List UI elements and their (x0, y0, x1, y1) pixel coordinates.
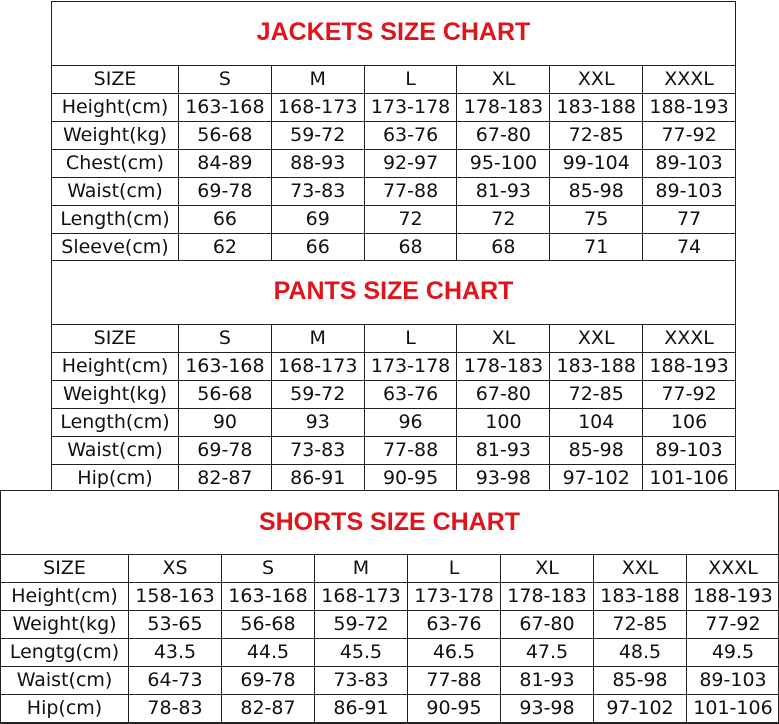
size-header-cell: SIZE (52, 325, 179, 353)
measurement-value: 158-163 (129, 583, 222, 611)
jackets-size-chart (51, 1, 736, 261)
measurement-value: 173-178 (364, 94, 457, 122)
measurement-value: 93 (271, 409, 364, 437)
shorts-header-row (1, 555, 779, 583)
measurement-label: Height(cm) (52, 94, 179, 122)
measurement-value: 46.5 (408, 639, 501, 667)
pants-chart-title: PANTS SIZE CHART (273, 277, 514, 305)
measurement-value: 63-76 (364, 122, 457, 150)
measurement-value: 72-85 (550, 381, 643, 409)
size-column-header: S (222, 555, 315, 583)
measurement-value: 77 (643, 206, 736, 234)
measurement-value: 69-78 (179, 437, 272, 465)
size-header-cell: SIZE (1, 555, 129, 583)
measurement-value: 47.5 (501, 639, 594, 667)
measurement-value: 53-65 (129, 611, 222, 639)
measurement-label: Hip(cm) (52, 465, 179, 493)
measurement-value: 163-168 (179, 94, 272, 122)
measurement-value: 178-183 (457, 353, 550, 381)
measurement-value: 168-173 (315, 583, 408, 611)
measurement-value: 85-98 (550, 437, 643, 465)
measurement-label: Waist(cm) (52, 437, 179, 465)
size-column-header: S (179, 325, 272, 353)
size-column-header: XL (457, 325, 550, 353)
measurement-value: 97-102 (550, 465, 643, 493)
measurement-value: 48.5 (594, 639, 687, 667)
measurement-value: 106 (643, 409, 736, 437)
measurement-value: 59-72 (271, 122, 364, 150)
table-row (52, 465, 736, 493)
measurement-value: 173-178 (364, 353, 457, 381)
table-row (52, 122, 736, 150)
table-row (52, 437, 736, 465)
measurement-value: 93-98 (457, 465, 550, 493)
measurement-value: 63-76 (408, 611, 501, 639)
measurement-value: 66 (271, 234, 364, 262)
shorts-size-chart (0, 490, 779, 724)
measurement-value: 101-106 (643, 465, 736, 493)
measurement-value: 89-103 (643, 178, 736, 206)
measurement-value: 85-98 (594, 667, 687, 695)
table-row (1, 639, 779, 667)
measurement-value: 183-188 (550, 353, 643, 381)
measurement-label: Weight(kg) (52, 381, 179, 409)
measurement-value: 72-85 (550, 122, 643, 150)
measurement-value: 188-193 (687, 583, 779, 611)
measurement-value: 69-78 (222, 667, 315, 695)
measurement-value: 100 (457, 409, 550, 437)
measurement-value: 90 (179, 409, 272, 437)
measurement-value: 81-93 (501, 667, 594, 695)
size-column-header: M (315, 555, 408, 583)
pants-header-row (52, 325, 736, 353)
measurement-value: 59-72 (271, 381, 364, 409)
measurement-value: 86-91 (271, 465, 364, 493)
measurement-label: Weight(kg) (1, 611, 129, 639)
measurement-value: 71 (550, 234, 643, 262)
measurement-label: Waist(cm) (1, 667, 129, 695)
measurement-value: 43.5 (129, 639, 222, 667)
size-column-header: M (271, 66, 364, 94)
measurement-value: 69-78 (179, 178, 272, 206)
table-row (52, 94, 736, 122)
measurement-value: 73-83 (271, 437, 364, 465)
shorts-chart-title: SHORTS SIZE CHART (258, 508, 521, 536)
size-column-header: XXL (550, 66, 643, 94)
measurement-label: Hip(cm) (1, 695, 129, 723)
table-row (1, 667, 779, 695)
measurement-value: 183-188 (550, 94, 643, 122)
table-row (1, 611, 779, 639)
size-column-header: S (179, 66, 272, 94)
table-row (52, 206, 736, 234)
measurement-value: 72-85 (594, 611, 687, 639)
measurement-value: 77-88 (364, 178, 457, 206)
measurement-value: 77-88 (364, 437, 457, 465)
size-column-header: XS (129, 555, 222, 583)
size-column-header: L (408, 555, 501, 583)
measurement-value: 72 (364, 206, 457, 234)
shorts-size-table (0, 554, 779, 723)
measurement-value: 81-93 (457, 178, 550, 206)
measurement-value: 66 (179, 206, 272, 234)
size-column-header: L (364, 325, 457, 353)
measurement-value: 72 (457, 206, 550, 234)
measurement-value: 59-72 (315, 611, 408, 639)
measurement-value: 56-68 (179, 381, 272, 409)
measurement-value: 78-83 (129, 695, 222, 723)
measurement-label: Chest(cm) (52, 150, 179, 178)
measurement-value: 178-183 (457, 94, 550, 122)
measurement-label: Lengtg(cm) (1, 639, 129, 667)
table-row (52, 381, 736, 409)
measurement-value: 68 (457, 234, 550, 262)
pants-size-chart (51, 260, 736, 492)
measurement-value: 163-168 (222, 583, 315, 611)
size-column-header: XL (501, 555, 594, 583)
measurement-value: 67-80 (501, 611, 594, 639)
measurement-value: 82-87 (222, 695, 315, 723)
measurement-value: 75 (550, 206, 643, 234)
measurement-value: 188-193 (643, 94, 736, 122)
pants-size-table (51, 324, 736, 493)
measurement-value: 56-68 (179, 122, 272, 150)
measurement-value: 183-188 (594, 583, 687, 611)
measurement-value: 73-83 (315, 667, 408, 695)
measurement-value: 44.5 (222, 639, 315, 667)
measurement-value: 84-89 (179, 150, 272, 178)
table-row (52, 178, 736, 206)
size-column-header: XXXL (643, 66, 736, 94)
measurement-value: 89-103 (643, 437, 736, 465)
table-row (52, 353, 736, 381)
measurement-value: 88-93 (271, 150, 364, 178)
measurement-value: 92-97 (364, 150, 457, 178)
measurement-value: 93-98 (501, 695, 594, 723)
table-row (1, 695, 779, 723)
measurement-value: 77-92 (643, 381, 736, 409)
measurement-value: 90-95 (364, 465, 457, 493)
measurement-value: 67-80 (457, 122, 550, 150)
measurement-value: 89-103 (687, 667, 779, 695)
measurement-label: Waist(cm) (52, 178, 179, 206)
measurement-value: 67-80 (457, 381, 550, 409)
size-header-cell: SIZE (52, 66, 179, 94)
measurement-value: 96 (364, 409, 457, 437)
measurement-value: 104 (550, 409, 643, 437)
size-column-header: XXXL (643, 325, 736, 353)
measurement-label: Weight(kg) (52, 122, 179, 150)
measurement-value: 86-91 (315, 695, 408, 723)
table-row (52, 150, 736, 178)
measurement-value: 68 (364, 234, 457, 262)
table-row (1, 583, 779, 611)
size-column-header: XXL (594, 555, 687, 583)
measurement-value: 163-168 (179, 353, 272, 381)
measurement-value: 77-92 (643, 122, 736, 150)
measurement-value: 188-193 (643, 353, 736, 381)
measurement-value: 90-95 (408, 695, 501, 723)
table-row (52, 409, 736, 437)
measurement-label: Length(cm) (52, 206, 179, 234)
size-column-header: XL (457, 66, 550, 94)
measurement-value: 85-98 (550, 178, 643, 206)
measurement-value: 56-68 (222, 611, 315, 639)
measurement-label: Height(cm) (52, 353, 179, 381)
measurement-label: Sleeve(cm) (52, 234, 179, 262)
measurement-value: 77-92 (687, 611, 779, 639)
jackets-chart-title: JACKETS SIZE CHART (256, 18, 531, 46)
jackets-header-row (52, 66, 736, 94)
size-column-header: XXL (550, 325, 643, 353)
table-row (52, 234, 736, 262)
measurement-value: 82-87 (179, 465, 272, 493)
size-column-header: M (271, 325, 364, 353)
measurement-value: 74 (643, 234, 736, 262)
measurement-value: 101-106 (687, 695, 779, 723)
measurement-value: 97-102 (594, 695, 687, 723)
measurement-value: 168-173 (271, 353, 364, 381)
measurement-value: 81-93 (457, 437, 550, 465)
measurement-value: 89-103 (643, 150, 736, 178)
measurement-value: 168-173 (271, 94, 364, 122)
measurement-value: 95-100 (457, 150, 550, 178)
measurement-label: Length(cm) (52, 409, 179, 437)
measurement-value: 45.5 (315, 639, 408, 667)
measurement-value: 63-76 (364, 381, 457, 409)
measurement-value: 173-178 (408, 583, 501, 611)
size-column-header: L (364, 66, 457, 94)
jackets-size-table (51, 65, 736, 262)
measurement-value: 73-83 (271, 178, 364, 206)
measurement-label: Height(cm) (1, 583, 129, 611)
measurement-value: 178-183 (501, 583, 594, 611)
size-column-header: XXXL (687, 555, 779, 583)
measurement-value: 49.5 (687, 639, 779, 667)
measurement-value: 64-73 (129, 667, 222, 695)
measurement-value: 69 (271, 206, 364, 234)
measurement-value: 77-88 (408, 667, 501, 695)
measurement-value: 62 (179, 234, 272, 262)
measurement-value: 99-104 (550, 150, 643, 178)
